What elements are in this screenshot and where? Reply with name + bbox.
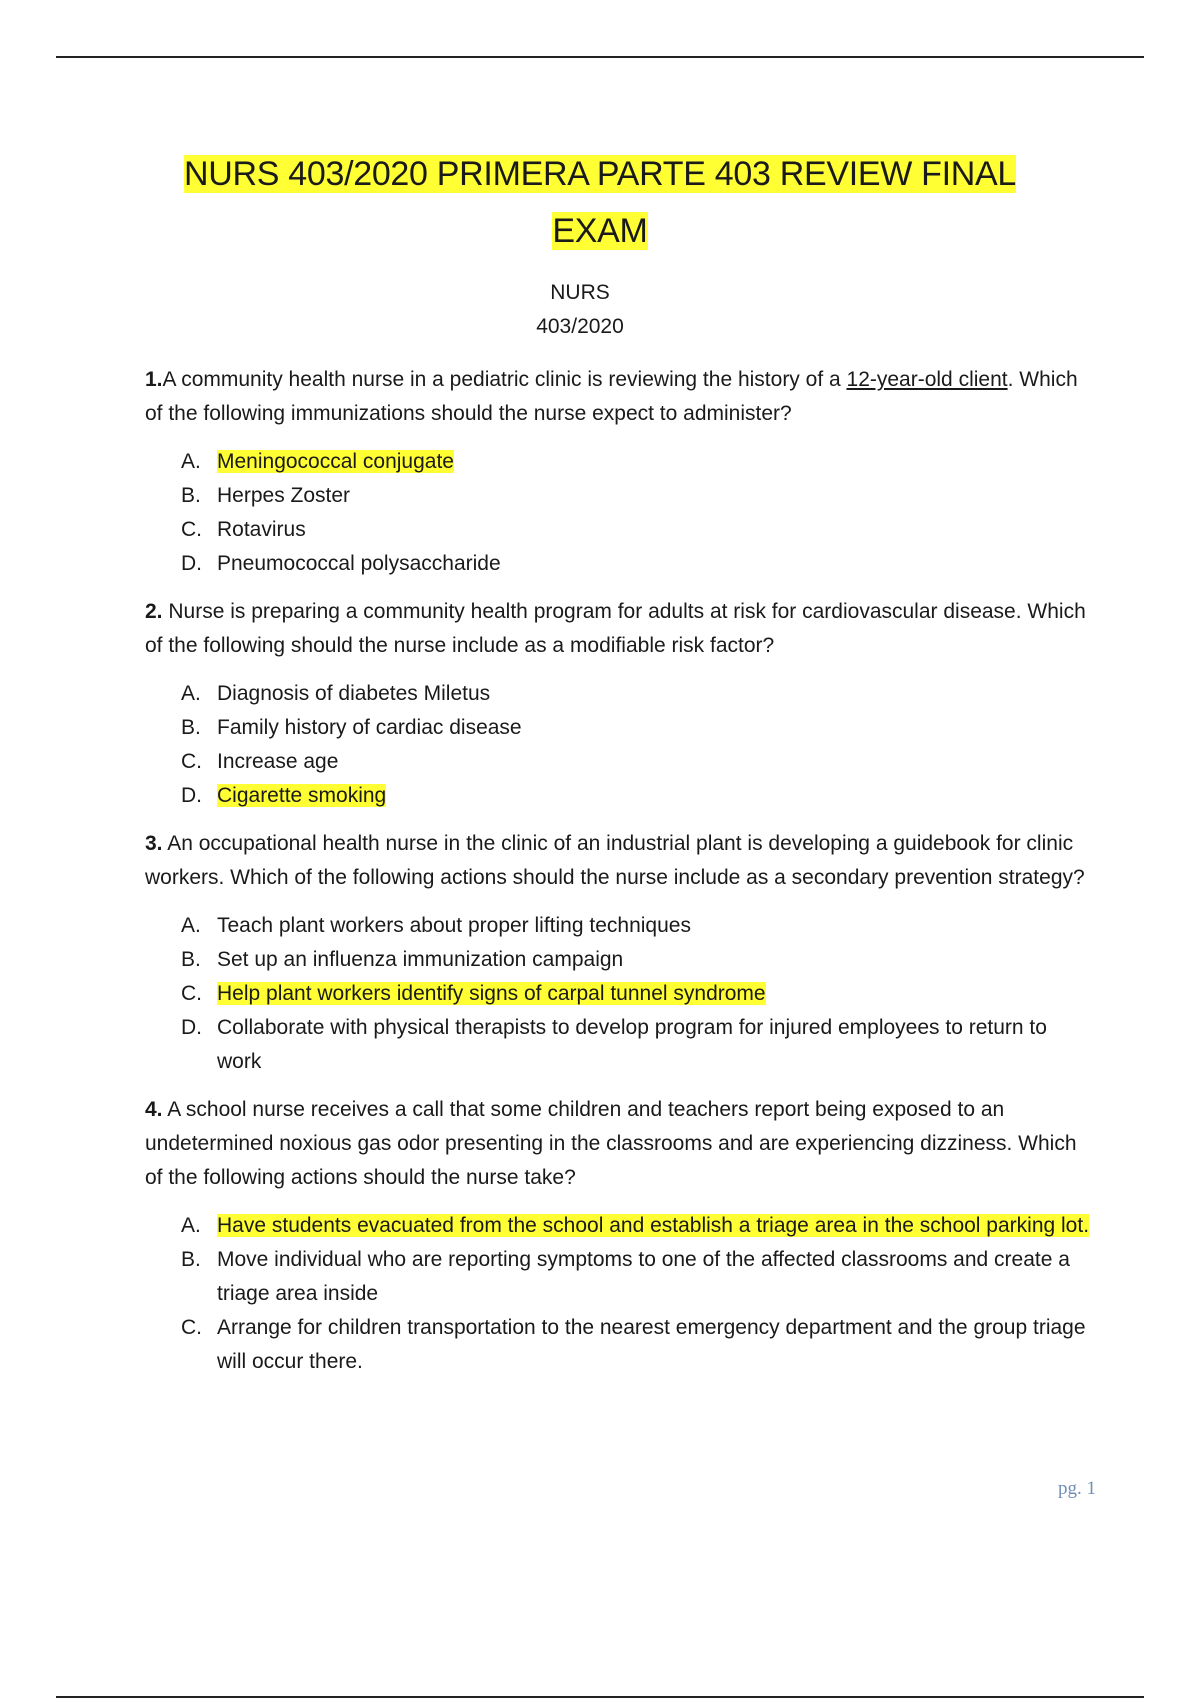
question-text: Nurse is preparing a community health program for adults at risk for cardiovascular disease. Which of the following should the nurse include as a modifiable risk factor? xyxy=(145,600,1086,657)
title-line-1: NURS 403/2020 PRIMERA PARTE 403 REVIEW FINAL xyxy=(183,155,1017,193)
option-2a xyxy=(145,677,1095,711)
option-1c xyxy=(145,513,1095,547)
option-1d xyxy=(145,547,1095,581)
question-number: 3. xyxy=(145,832,163,855)
question-text-end: . Which of the following immunizations should the nurse expect to administer? xyxy=(145,368,1078,425)
option-3c xyxy=(145,977,1095,1011)
option-3a xyxy=(145,909,1095,943)
option-1b xyxy=(145,479,1095,513)
option-2d xyxy=(145,779,1095,813)
option-letter: C. xyxy=(181,982,202,1005)
question-number: 4. xyxy=(145,1098,163,1121)
document-subtitle xyxy=(0,276,1160,344)
option-text: Family history of cardiac disease xyxy=(217,716,522,739)
option-3b xyxy=(145,943,1095,977)
option-text-highlighted: Cigarette smoking xyxy=(217,784,387,807)
header-rule xyxy=(56,56,1144,58)
option-letter: B. xyxy=(181,948,201,971)
option-4a xyxy=(145,1209,1095,1243)
option-text-highlighted: Help plant workers identify signs of carpal tunnel syndrome xyxy=(217,982,766,1005)
option-4b xyxy=(145,1243,1095,1311)
exam-content xyxy=(145,363,1095,1393)
option-text: Collaborate with physical therapists to develop program for injured employees to return to work xyxy=(217,1016,1047,1073)
option-text: Pneumococcal polysaccharide xyxy=(217,552,501,575)
option-4c xyxy=(145,1311,1095,1379)
subtitle-line-2: 403/2020 xyxy=(536,315,624,338)
option-letter: B. xyxy=(181,716,201,739)
options-list-2 xyxy=(145,677,1095,813)
question-underlined-text: 12-year-old client xyxy=(846,368,1008,391)
option-letter: A. xyxy=(181,914,201,937)
subtitle-line-1: NURS xyxy=(550,281,610,304)
options-list-3 xyxy=(145,909,1095,1079)
question-number: 1. xyxy=(145,368,163,391)
option-letter: D. xyxy=(181,784,202,807)
option-text: Herpes Zoster xyxy=(217,484,351,507)
footer-rule xyxy=(56,1696,1144,1698)
option-2b xyxy=(145,711,1095,745)
option-text: Teach plant workers about proper lifting techniques xyxy=(217,914,691,937)
option-2c xyxy=(145,745,1095,779)
document-title xyxy=(120,146,1080,260)
question-text: A community health nurse in a pediatric clinic is reviewing the history of a xyxy=(162,368,847,391)
option-letter: B. xyxy=(181,484,201,507)
option-text: Rotavirus xyxy=(217,518,306,541)
options-list-1 xyxy=(145,445,1095,581)
option-text: Diagnosis of diabetes Miletus xyxy=(217,682,491,705)
page-number: pg. 1 xyxy=(1058,1478,1096,1499)
option-letter: D. xyxy=(181,1016,202,1039)
option-letter: B. xyxy=(181,1248,201,1271)
question-text: A school nurse receives a call that some children and teachers report being exposed to an undetermined noxious gas odor presenting in the classrooms and are experiencing dizziness. Which of the following actions should the nurse take? xyxy=(145,1098,1077,1189)
option-text: Move individual who are reporting symptoms to one of the affected classrooms and create a triage area inside xyxy=(217,1248,1070,1305)
option-text-highlighted: Have students evacuated from the school and establish a triage area in the school parking lot. xyxy=(217,1214,1090,1237)
option-3d xyxy=(145,1011,1095,1079)
option-1a xyxy=(145,445,1095,479)
question-4 xyxy=(145,1093,1095,1195)
question-2 xyxy=(145,595,1095,663)
option-letter: C. xyxy=(181,1316,202,1339)
option-letter: A. xyxy=(181,1214,201,1237)
question-text: An occupational health nurse in the clinic of an industrial plant is developing a guidebook for clinic workers. Which of the following actions should the nurse include as a secondary prevention strategy? xyxy=(145,832,1085,889)
option-letter: A. xyxy=(181,450,201,473)
question-3 xyxy=(145,827,1095,895)
option-text: Set up an influenza immunization campaign xyxy=(217,948,624,971)
title-line-2: EXAM xyxy=(552,212,648,250)
options-list-4 xyxy=(145,1209,1095,1379)
option-text: Arrange for children transportation to the nearest emergency department and the group triage will occur there. xyxy=(217,1316,1086,1373)
option-text: Increase age xyxy=(217,750,339,773)
option-letter: D. xyxy=(181,552,202,575)
option-letter: C. xyxy=(181,518,202,541)
option-letter: A. xyxy=(181,682,201,705)
option-text-highlighted: Meningococcal conjugate xyxy=(217,450,454,473)
option-letter: C. xyxy=(181,750,202,773)
question-number: 2. xyxy=(145,600,163,623)
question-1 xyxy=(145,363,1095,431)
